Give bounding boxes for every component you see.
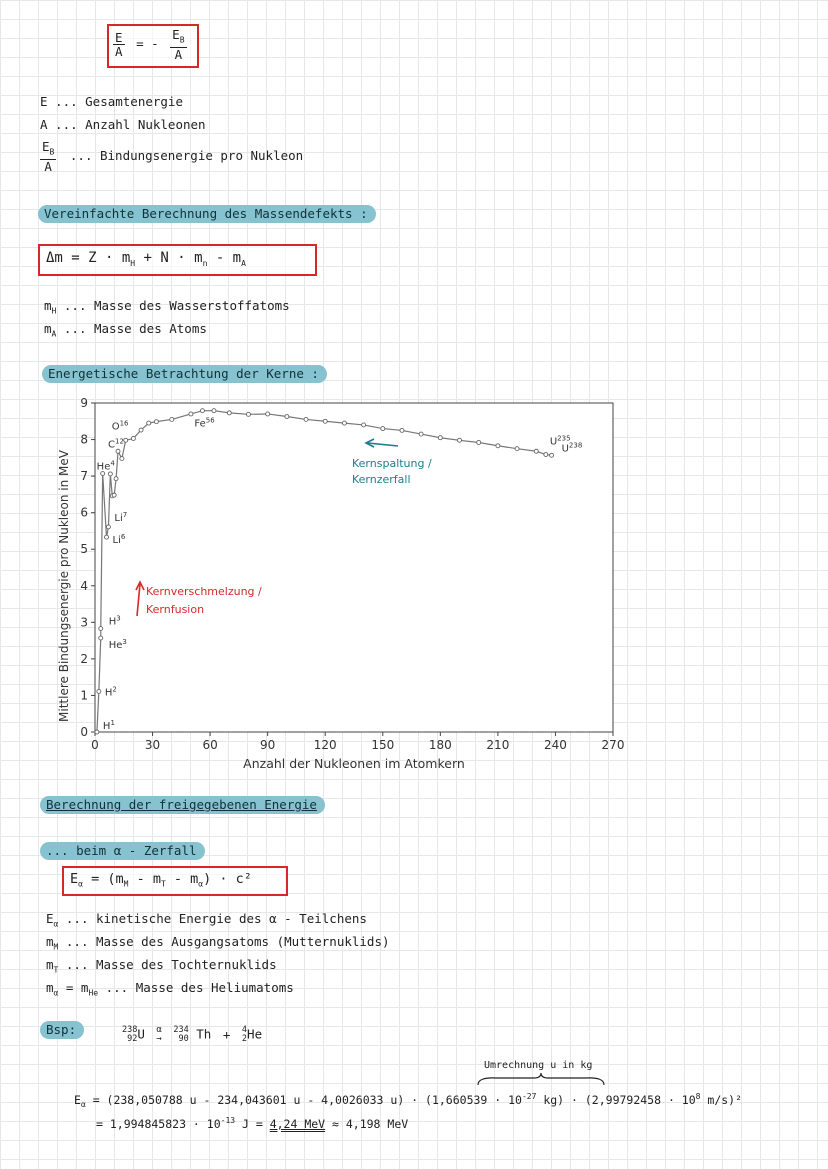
data-point — [99, 627, 103, 631]
chart-ylabel: Mittlere Bindungsenergie pro Nukleon in MeV — [57, 450, 71, 722]
data-point — [170, 417, 174, 421]
chart-label-c12: $C^{12}$ — [108, 437, 124, 451]
data-point — [458, 438, 462, 442]
data-point — [266, 412, 270, 416]
data-point — [124, 438, 128, 442]
definition-mt: $m_T$ ... Masse des Tochternuklids — [46, 957, 277, 975]
y-tick-label: 3 — [80, 615, 88, 630]
example-label: Bsp: — [40, 1021, 84, 1039]
umrechnung-note: Umrechnung u in kg — [484, 1060, 593, 1071]
data-point — [120, 457, 124, 461]
data-point — [97, 689, 101, 693]
data-point — [116, 449, 120, 453]
chart-label-fe56: Fe$^{56}$ — [194, 416, 215, 430]
chart-label-he4: He$^4$ — [96, 459, 115, 473]
chart-label-h2: $H^2$ — [104, 685, 117, 699]
data-point — [304, 417, 308, 421]
definition-mm: $m_M$ ... Masse des Ausgangsatoms (Mutternuklids) — [46, 934, 390, 952]
definition-e: E ... Gesamtenergie — [40, 94, 183, 109]
data-point — [212, 409, 216, 413]
fraction-eb-a-small: $\frac{E_B}{A}$ — [42, 139, 55, 174]
definition-mh: $m_H$ ... Masse des Wasserstoffatoms — [44, 298, 290, 316]
data-point — [147, 421, 151, 425]
result-mev: 4,24 MeV — [269, 1116, 326, 1131]
data-point — [496, 444, 500, 448]
definition-eb-per-a: $\frac{E_B}{A}$ ... Bindungsenergie pro Nukleon — [42, 139, 304, 174]
data-point — [131, 436, 135, 440]
formula-massendefekt: $\Delta m = Z \cdot m_H + N \cdot m_n - m_A$ — [46, 250, 246, 268]
y-tick-label: 9 — [80, 396, 88, 410]
data-point — [400, 428, 404, 432]
data-point — [95, 730, 99, 734]
y-tick-label: 1 — [80, 688, 88, 703]
fraction-e-over-a: $\frac{E}{A}$ — [115, 29, 123, 59]
heading-alpha-zerfall: ... beim α - Zerfall — [40, 842, 205, 860]
heading-energetische-betrachtung: Energetische Betrachtung der Kerne : — [42, 365, 327, 383]
y-tick-label: 7 — [80, 469, 88, 484]
chart-label-li6: Li$^6$ — [112, 533, 126, 547]
data-point — [99, 636, 103, 640]
x-tick-label: 180 — [428, 738, 452, 752]
data-point — [114, 477, 118, 481]
data-point — [200, 409, 204, 413]
alpha-decay-reaction: 238 92U α → 234 90 Th + 4 2He — [122, 1025, 263, 1044]
x-tick-label: 90 — [260, 738, 276, 752]
x-tick-label: 30 — [144, 738, 161, 752]
x-tick-label: 150 — [371, 738, 395, 752]
x-tick-label: 0 — [91, 738, 99, 752]
data-point — [515, 447, 519, 451]
data-point — [105, 535, 109, 539]
y-tick-label: 8 — [80, 432, 88, 447]
fraction-eb-over-a: $\frac{E_B}{A}$ — [172, 27, 185, 62]
data-point — [112, 493, 116, 497]
data-point — [438, 436, 442, 440]
data-point — [227, 411, 231, 415]
data-point — [544, 453, 548, 457]
calculation-line2: = $1,994845823 \cdot 10^{-13}$ J = 4,24 MeV ≈ 4,198 MeV — [96, 1116, 409, 1131]
data-point — [381, 427, 385, 431]
reaction-arrow-icon: → — [156, 1034, 162, 1044]
x-tick-label: 60 — [202, 738, 218, 752]
annotation-spaltung-line2: Kernzerfall — [352, 473, 411, 486]
chart-label-o16: $O^{16}$ — [111, 419, 129, 433]
chart-label-he3: He$^3$ — [108, 638, 127, 652]
y-tick-label: 5 — [80, 542, 88, 557]
data-point — [323, 419, 327, 423]
data-point — [154, 420, 158, 424]
chart-label-h3: $H^3$ — [108, 614, 121, 628]
formula-alpha-energy: $E_\alpha = (m_M - m_T - m_\alpha) \cdot c^2$ — [70, 871, 252, 889]
data-point — [534, 449, 538, 453]
y-tick-label: 0 — [80, 725, 88, 739]
data-point — [477, 440, 481, 444]
data-point — [189, 412, 193, 416]
x-tick-label: 270 — [601, 738, 625, 752]
chart-label-h1: $H^1$ — [102, 719, 115, 732]
definition-ealpha: $E_\alpha$ ... kinetische Energie des α - Teilchens — [46, 911, 367, 929]
x-tick-label: 120 — [313, 738, 337, 752]
data-point — [246, 412, 250, 416]
annotation-fusion-line2: Kernfusion — [146, 603, 205, 616]
definition-malpha: $m_\alpha = m_{He}$ ... Masse des Heliumatoms — [46, 980, 294, 998]
y-tick-label: 2 — [80, 651, 88, 666]
data-point — [342, 421, 346, 425]
y-tick-label: 4 — [80, 578, 88, 593]
heading-freigegebene-energie: Berechnung der freigegebenen Energie — [40, 796, 325, 814]
data-point — [419, 432, 423, 436]
annotation-fusion-line1: Kernverschmelzung / — [146, 585, 262, 598]
x-tick-label: 210 — [486, 738, 510, 752]
chart-label-li7: Li$^7$ — [114, 510, 128, 524]
data-point — [362, 423, 366, 427]
x-tick-label: 240 — [543, 738, 567, 752]
data-point — [106, 525, 110, 529]
calculation-line1: $E_\alpha = (238,050788$ u - 234,043601 u - 4,0026033 $u) \cdot (1,660539 \cdot 10^{-27}$ $kg) \cdot (2,99792458 \cdot 10^8$ m/s)² — [74, 1092, 743, 1110]
y-tick-label: 6 — [80, 505, 88, 520]
data-point — [550, 453, 554, 457]
annotation-spaltung-line1: Kernspaltung / — [352, 457, 432, 470]
data-point — [139, 428, 143, 432]
umrechnung-brace-icon — [476, 1073, 606, 1087]
definition-ma: $m_A$ ... Masse des Atoms — [44, 321, 207, 339]
chart-label-u238: $U^{238}$ — [561, 441, 583, 455]
formula-operator: = - — [136, 35, 159, 51]
definition-a: A ... Anzahl Nukleonen — [40, 117, 206, 132]
data-point — [285, 415, 289, 419]
chart-label-u235: $U^{235}$ — [549, 434, 571, 448]
heading-massendefekt: Vereinfachte Berechnung des Massendefekts : — [38, 205, 376, 223]
chart-xlabel: Anzahl der Nukleonen im Atomkern — [243, 756, 465, 771]
